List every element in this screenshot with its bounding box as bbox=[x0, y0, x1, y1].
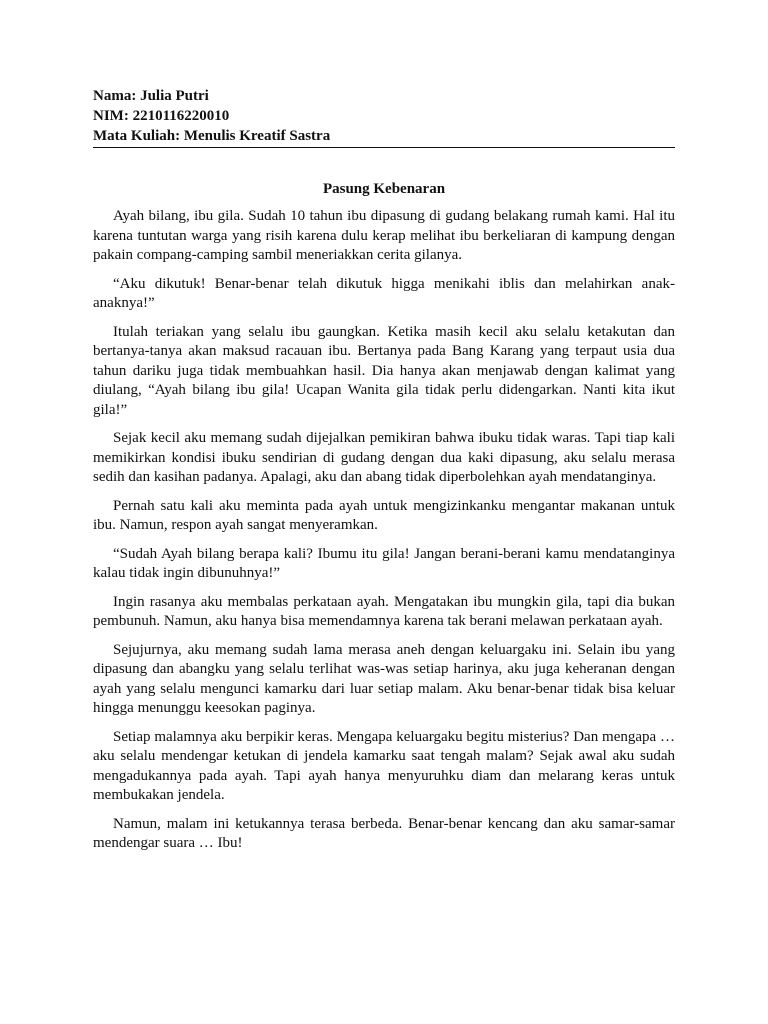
story-body bbox=[93, 207, 675, 854]
story-paragraph: Ingin rasanya aku membalas perkataan ayah. Mengatakan ibu mungkin gila, tapi dia bukan pembunuh. Namun, aku hanya bisa memendamnya karena tak berani melawan perkataan ayah. bbox=[93, 593, 675, 629]
student-info-header bbox=[93, 86, 675, 148]
student-nim: NIM: 2210116220010 bbox=[93, 108, 230, 124]
story-paragraph: “Aku dikutuk! Benar-benar telah dikutuk higga menikahi iblis dan melahirkan anak-anaknya!” bbox=[93, 275, 675, 311]
story-paragraph: Sejak kecil aku memang sudah dijejalkan pemikiran bahwa ibuku tidak waras. Tapi tiap kali memikirkan kondisi ibuku sendirian di gudang dengan dua kaki dipasung, aku selalu merasa sedih dan kasihan padanya. Apalagi, aku dan abang tidak diperbolehkan ayah mendatanginya. bbox=[93, 430, 675, 485]
story-paragraph: Sejujurnya, aku memang sudah lama merasa aneh dengan keluargaku ini. Selain ibu yang dipasung dan abangku yang selalu terlihat was-was setiap harinya, aku juga keheranan dengan ayah yang selalu mengunci kamarku dari luar setiap malam. Aku benar-benar tidak bisa keluar hingga menunggu keesokan paginya. bbox=[93, 641, 675, 716]
story-paragraph: Pernah satu kali aku meminta pada ayah untuk mengizinkanku mengantar makanan untuk ibu. Namun, respon ayah sangat menyeramkan. bbox=[93, 497, 675, 533]
story-paragraph: Namun, malam ini ketukannya terasa berbeda. Benar-benar kencang dan aku samar-samar mendengar suara … Ibu! bbox=[93, 815, 675, 851]
student-name: Nama: Julia Putri bbox=[93, 88, 209, 104]
course-name: Mata Kuliah: Menulis Kreatif Sastra bbox=[93, 128, 331, 144]
document-page bbox=[93, 86, 675, 863]
header-divider bbox=[93, 147, 675, 148]
story-paragraph: Itulah teriakan yang selalu ibu gaungkan. Ketika masih kecil aku selalu ketakutan dan bertanya-tanya akan maksud racauan ibu. Bertanya pada Bang Karang yang terpaut usia dua tahun dariku juga tidak membuahkan hasil. Dia hanya akan menjawab dengan kalimat yang diulang, “Ayah bilang ibu gila! Ucapan Wanita gila tidak perlu didengarkan. Nanti kita ikut gila!” bbox=[93, 323, 675, 418]
story-paragraph: “Sudah Ayah bilang berapa kali? Ibumu itu gila! Jangan berani-berani kamu mendatanginya kalau tidak ingin dibunuhnya!” bbox=[93, 545, 675, 581]
story-title: Pasung Kebenaran bbox=[322, 181, 446, 197]
story-paragraph: Ayah bilang, ibu gila. Sudah 10 tahun ibu dipasung di gudang belakang rumah kami. Hal itu karena tuntutan warga yang risih karena dulu kerap melihat ibu berkeliaran di kampung dengan pakain compang-camping sambil meneriakkan cerita gilanya. bbox=[93, 208, 675, 263]
story-paragraph: Setiap malamnya aku berpikir keras. Mengapa keluargaku begitu misterius? Dan mengapa … aku selalu mendengar ketukan di jendela kamarku saat tengah malam? Sejak awal aku sudah mengadukannya pada ayah. Tapi ayah hanya menyuruhku diam dan melarang keras untuk membukakan jendela. bbox=[93, 728, 675, 803]
